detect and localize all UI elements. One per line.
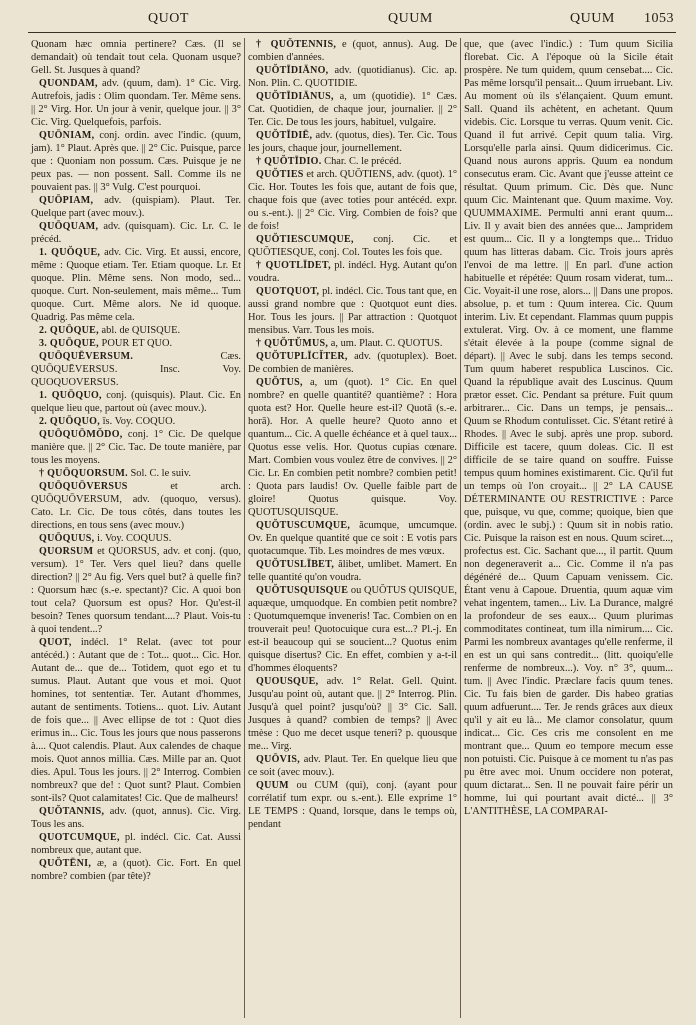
column-left	[28, 38, 244, 1018]
entry-text: et arch. QUŌQUŌVERSUM, adv. (quoquo, versus). Cato. Lr. Cic. De tous côtés, dans toutes les directions, en tous sens (avec mouv.)	[31, 481, 241, 531]
entry-headword: 1. QUŌQUO,	[39, 390, 102, 401]
dictionary-entry	[31, 129, 241, 194]
dictionary-entry	[248, 64, 457, 90]
dictionary-entry	[31, 246, 241, 324]
dictionary-entry	[31, 194, 241, 220]
entry-headword: QUŎTUSCUMQUE,	[256, 520, 351, 531]
entry-text: et arch. QUŎTIENS, adv. (quot). 1° Cic. Hor. Toutes les fois que, autant de fois que, chaque fois que (avec toties pour antécéd. expr. ou s.-ent.). || 2° Cic. Virg. Combien de fois? que de fois!	[248, 169, 457, 232]
dictionary-entry	[31, 857, 241, 883]
entry-headword: † QUŎTENNIS,	[256, 39, 337, 50]
dictionary-entry	[31, 337, 241, 350]
entry-headword: QUŎTĪDIĀNO,	[256, 65, 329, 76]
entry-text: ălibet, umlibet. Mamert. En telle quantité qu'on voudra.	[248, 559, 457, 583]
entry-headword: QUŎTĪDIĒ,	[256, 130, 313, 141]
dictionary-entry	[31, 545, 241, 636]
page-number: 1053	[644, 11, 674, 26]
entry-text: adv. (quotus, dies). Ter. Cic. Tous les jours, chaque jour, journellement.	[248, 130, 457, 154]
dictionary-entry	[31, 350, 241, 389]
dictionary-entry	[248, 168, 457, 233]
entry-headword: QUONDAM,	[39, 78, 98, 89]
entry-text: a, um (quotidie). 1° Cæs. Cat. Quotidien, de chaque jour, journalier. || 2° Ter. Cic. De tous les jours, habituel, vulgaire.	[248, 91, 457, 128]
dictionary-entry	[248, 155, 457, 168]
entry-headword: QUŎTUPLĪCĬTER,	[256, 351, 348, 362]
dictionary-entry	[31, 415, 241, 428]
entry-headword: QUŎTĒNI,	[39, 858, 92, 869]
entry-headword: QUŎTUSQUISQUE	[256, 585, 349, 596]
entry-headword: 2. QUŌQUE,	[39, 325, 99, 336]
entry-text: et QUORSUS, adv. et conj. (quo, versum). 1° Ter. Vers quel lieu? dans quelle direction? || 2° Au fig. Vers quel but? à quelle fin? : Quorsum hæc (s.-e. spectant)? Cic. A quoi bon tout cela? Quorsum est opus? Hor. Qu'est-il besoin? Tenes quorsum tendant....? Plaut. Vois-tu à quoi tendent...?	[31, 546, 241, 635]
dictionary-entry	[248, 753, 457, 779]
entry-text: pl. indécl. Cic. Cat. Aussi nombreux que, autant que.	[31, 832, 241, 856]
entry-headword: QUŎTĪDIĀNUS,	[256, 91, 334, 102]
dictionary-entry	[31, 636, 241, 805]
entry-text: a, um (quot). 1° Cic. En quel nombre? en quelle quantité? quantième? : Hora quota est? Hor. Quelle heure est-il? Quotā (s.-e. horā). Hor. A quelle heure? Quoto anno et quantum... Cic. A quelle échéance et à quel taux... Quotus esse velis. Hor. Quotus cupias cœnare. Mart. Combien vous voulez être de convives. || 2° Cic. Lr. En combien petit nombre? combien petit! : Quota pars laudis! Ov. Quelle faible part de gloire! Quotus quisque. Voy. QUOTUSQUISQUE.	[248, 377, 457, 518]
entry-headword: QUŎTIESCUMQUE,	[256, 234, 354, 245]
entry-headword: QUŌQUŌVERSUS	[39, 481, 128, 492]
dictionary-entry	[248, 519, 457, 558]
entry-text: adv. (quotidianus). Cic. ap. Non. Plin. C. QUOTIDIE.	[248, 65, 457, 89]
dictionary-entry	[31, 77, 241, 129]
entry-headword: QUOTCUMQUE,	[39, 832, 120, 843]
entry-text: adv. (quisquam). Cic. Lr. C. le précéd.	[31, 221, 241, 245]
entry-headword: 2. QUŌQUO,	[39, 416, 101, 427]
dictionary-entry	[248, 38, 457, 64]
entry-headword: QUOUSQUE,	[256, 676, 319, 687]
entry-text: i. Voy. COQUUS.	[94, 533, 172, 544]
dictionary-entry	[31, 428, 241, 467]
entry-headword: 1. QUŎQUE,	[39, 247, 101, 258]
entry-headword: QUOT,	[39, 637, 72, 648]
entry-headword: QUOTQUOT,	[256, 286, 320, 297]
entry-headword: QUŌPIAM,	[39, 195, 94, 206]
entry-text: ou CUM (qui), conj. (ayant pour corrélatif tum expr. ou s.-ent.). Elle exprime 1° LE TEMPS : Quand, lorsque, dans le temps où, pendant	[248, 780, 457, 830]
dictionary-entry	[31, 324, 241, 337]
dictionary-entry	[248, 259, 457, 285]
dictionary-entry	[248, 558, 457, 584]
header-rule	[28, 32, 676, 33]
entry-text: adv. (quotuplex). Boet. De combien de manières.	[248, 351, 457, 375]
entry-text: Quonam hæc omnia pertinere? Cæs. (Il se demandait) où tendait tout cela. Quonam usque? Gell. St. Jusques à quand?	[31, 39, 241, 76]
entry-headword: QUŎTANNIS,	[39, 806, 105, 817]
dictionary-entry	[248, 584, 457, 675]
page-header	[30, 8, 674, 30]
entry-headword: QUŌQUŌMŎDO,	[39, 429, 123, 440]
running-head-middle: QUUM	[388, 11, 433, 26]
entry-text: abl. de QUISQUE.	[98, 325, 181, 336]
running-head-right: QUUM	[570, 11, 615, 26]
dictionary-entry	[31, 38, 241, 77]
entry-text: Cæs. QUŌQUĒVERSUS. Insc. Voy. QUOQUOVERSUS.	[31, 351, 241, 388]
entry-text: conj. Cic. et QUŎTIESQUE, conj. Col. Toutes les fois que.	[248, 234, 457, 258]
entry-text: indécl. 1° Relat. (avec tot pour antécéd.) : Autant que de : Tot... quot... Cic. Hor. Autant de... que de... Totidem, quot ego et tu sumus. Plaut. Autant que vous et moi. Quot homines, tot sententiæ. Ter. Autant d'hommes, autant de sentiments. Totiens... quot. Liv. Autant de fois que... || Avec ellipse de tot : Quot dies erimus in... Cic. Tous les jours que nous passerons à.... Quot calendis. Plaut. Aux calendes de chaque mois. Quot annos millia. Cæs. Mille par an. Quot dies. Apul. Tous les jours. || 2° Interrog. Combien nombreux? que de! : Quot sunt? Plaut. Combien sont-ils? Quot calamitates! Cic. Que de malheurs!	[31, 637, 241, 804]
dictionary-entry	[31, 805, 241, 831]
dictionary-entry	[464, 38, 673, 818]
entry-headword: QUŎTUS,	[256, 377, 303, 388]
dictionary-entry	[248, 779, 457, 831]
entry-text: que, que (avec l'indic.) : Tum quum Sicilia florebat. Cic. A l'époque où la Sicile était prospère. Ne tum quidem, quum censebat.... Cic. Pas même lorsqu'il pensait... Quum irruebant. Liv. Au moment où ils s'élançaient. Quum emunt. Sall. Quand ils achètent, en achetant. Quum videbis. Cic. Lorsque tu verras. Quum venit. Cic. Quand il fut arrivé. Cepit quum talia. Virg. Lorsqu'elle parla ainsi. Quum didicerimus. Cic. Quand nous aurons appris. Quum ea nondum consecutus eram. Cic. Avant que j'eusse atteint ce résultat. Quum primum. Cic. Dès que. Nunc quum Cic. Maintenant que. Quum maxime. Voy. QUUMMAXIME. Permulti anni erant quum... Liv. Il y avait bien des années que... Jampridem est quum... Cic. Il y a longtemps que... Triduo quum has litteras dabam. Cic. Trois jours après l'envoi de ma lettre. || En parl. d'une action habituelle et répétée: Quum rosam viderat, tum... Cic. Voyait-il une rose, alors... || Dans une propos. absolue, p. et tum : Quum interea. Cic. Quum interim. Liv. Et cependant. Flammas quum puppis extulerat. Virg. Ov. à ce moment, une flamme s'était élevée à la poupe (comme signal de départ). || Avec le subj. dans les temps second. Tum quum haberet respublica Luscinos. Cic. Quand la république avait des Luscinus. Quum prætor esset. Cic. Pendant sa préture. Fuit quum arbitrarer... Cic. Dans un temps, je pensais... Quum se Rhodum contulisset. Cic. S'étant retiré à Rhodes. || Avec le subj. après une prop. subord. Difficile est tacere, quum doleas. Cic. Il est difficile de se taire quand on souffre. Fuisse tempus quum homines existimarent. Cic. Qu'il fut un temps où l'on croyait... || 2° LA CAUSE DÉTERMINANTE OU RESTRICTIVE : Parce que, puisque, vu que, comme; quoique, bien que (ordin. avec le subj.) : Quum sit in nobis ratio. Cic. Puisque la raison est en nous. Quum sciret..., profectus est. Cic. Sachant que..., il partit. Quum non degeneraverit a... Cic. Comme il n'a pas dégénéré de... Quum Capuam venissem. Cic. Étant venu à Capoue. Druentia, quum aquæ vim vehat ingentem, tamen... Liv. La Durance, malgré la profondeur de ses eaux... Quum plurimas commoditates contineat, tum illa nimirum.... Cic. Parmi les nombreux avantages qu'elle renferme, il en est un qui sans contredit... (litt. quoiqu'elle renferme de nombreux...). Voy. n° 3°, quum... tum. || Avec l'indic. Præclare facis quum tenes. Cic. Tu fais bien de garder. Dis habeo gratias quum adfuerunt.... Ter. Je rends grâces aux dieux qu'il y ait eu là... Me clamor consolatur, quum indicat... Cic. Ces cris me consolent en me montrant que... Quum eo tempore mecum esse non potuisti. Cic. Puisque à ce moment tu n'as pas pu être avec moi. Unum occidere non poterat, quum dictarat... Sen. Il ne pouvait faire périr un homme, lui qui pourtant avait dicté... || 3° L'ANTITHÈSE, LA COMPARAI-	[464, 39, 673, 817]
dictionary-entry	[248, 350, 457, 376]
entry-text: POUR ET QUO.	[98, 338, 173, 349]
entry-text: e (quot, annus). Aug. De combien d'années.	[248, 39, 457, 63]
entry-headword: QUORSUM	[39, 546, 94, 557]
entry-text: pl. indécl. Hyg. Autant qu'on voudra.	[248, 260, 457, 284]
entry-headword: 3. QUŌQUE,	[39, 338, 99, 349]
entry-text: Sol. C. le suiv.	[127, 468, 192, 479]
entry-text: conj. 1° Cic. De quelque manière que. || 2° Cic. Tac. De toute manière, par tous les moyens.	[31, 429, 241, 466]
dictionary-entry	[248, 337, 457, 350]
entry-headword: QUŌQUAM,	[39, 221, 99, 232]
dictionary-entry	[31, 532, 241, 545]
column-middle	[244, 38, 460, 1018]
dictionary-entry	[248, 129, 457, 155]
entry-text: ăcumque, umcumque. Ov. En quelque quantité que ce soit : E votis pars quotacumque. Tib. Les moindres de mes vœux.	[248, 520, 457, 557]
entry-headword: QUŌNIAM,	[39, 130, 95, 141]
entry-text: ou QUŎTUS QUISQUE, aquæque, umquodque. En combien petit nombre? : Quotumquemque inveneris! Tac. Combien on en trouverait peu! Quotocuique cura est...? Pl.-j. En est-il beaucoup qui se soucient...? Quotus enim quisque disertus? Cic. En effet, combien y a-t-il d'hommes éloquents?	[248, 585, 457, 674]
entry-headword: QUŌQUĒVERSUM.	[39, 351, 134, 362]
dictionary-entry	[248, 376, 457, 519]
dictionary-entry	[31, 831, 241, 857]
column-right	[460, 38, 676, 1018]
entry-headword: QUŎTIES	[256, 169, 304, 180]
entry-headword: † QUŌQUORSUM.	[39, 468, 128, 479]
entry-text: conj. (quisquis). Plaut. Cic. En quelque lieu que, partout où (avec mouv.).	[31, 390, 241, 414]
entry-headword: † QUŎTŬMUS,	[256, 338, 329, 349]
entry-headword: † QUŎTĪDIO.	[256, 156, 322, 167]
dictionary-entry	[248, 233, 457, 259]
entry-headword: QUŌVIS,	[256, 754, 301, 765]
dictionary-entry	[31, 220, 241, 246]
entry-text: adv. Cic. Virg. Et aussi, encore, même : Quoque etiam. Ter. Etiam quoque. Lr. Et quoque. Plin. Même sens. Non modo, sed... quoque. Curt. Non-seulement, mais même... Tum quoque. Curt. Même alors. Ne id quoque. Quadrig. Pas même cela.	[31, 247, 241, 323]
entry-text: adv. 1° Relat. Gell. Quint. Jusqu'au point où, autant que. || 2° Interrog. Plin. Jusqu'à quel point? jusqu'où? || 3° Cic. Sall. Jusques à quand? combien de temps? || Avec tmèse : Quo me decet usque teneri? p. quousque me... Virg.	[248, 676, 457, 752]
entry-text: adv. (quispiam). Plaut. Ter. Quelque part (avec mouv.).	[31, 195, 241, 219]
dictionary-entry	[248, 90, 457, 129]
entry-text: īs. Voy. COQUO.	[100, 416, 176, 427]
columns	[28, 38, 676, 1018]
entry-headword: QUŌQUUS,	[39, 533, 95, 544]
entry-headword: † QUOTLĪDET,	[256, 260, 331, 271]
entry-headword: QUUM	[256, 780, 289, 791]
dictionary-entry	[31, 389, 241, 415]
entry-text: conj. ordin. avec l'indic. (quum, jam). 1° Plaut. Après que. || 2° Cic. Puisque, parce que : Quoniam non possum. Cæs. Puisque je ne peux pas. — non possent. Sall. Comme ils ne pouvaient pas. || 3° Vulg. C'est pourquoi.	[31, 130, 241, 193]
entry-text: a, um. Plaut. C. QUOTUS.	[328, 338, 443, 349]
entry-text: adv. (quot, annus). Cic. Virg. Tous les ans.	[31, 806, 241, 830]
entry-headword: QUŎTUSLĪBET,	[256, 559, 335, 570]
dictionary-entry	[31, 480, 241, 532]
entry-text: adv. (quum, dam). 1° Cic. Virg. Autrefois, jadis : Olim quondam. Ter. Même sens. || 2° Virg. Hor. Un jour à venir, quelque jour. || 3° Cic. Virg. Quelquefois, parfois.	[31, 78, 241, 128]
entry-text: Char. C. le précéd.	[321, 156, 402, 167]
running-head-left: QUOT	[148, 11, 189, 26]
dictionary-entry	[248, 285, 457, 337]
entry-text: pl. indécl. Cic. Tous tant que, en aussi grand nombre que : Quotquot eunt dies. Hor. Tous les jours. || Par attraction : Quotquot mensibus. Varr. Tous les mois.	[248, 286, 457, 336]
entry-text: æ, a (quot). Cic. Fort. En quel nombre? combien (par tête)?	[31, 858, 241, 882]
dictionary-entry	[248, 675, 457, 753]
entry-text: adv. Plaut. Ter. En quelque lieu que ce soit (avec mouv.).	[248, 754, 457, 778]
dictionary-entry	[31, 467, 241, 480]
